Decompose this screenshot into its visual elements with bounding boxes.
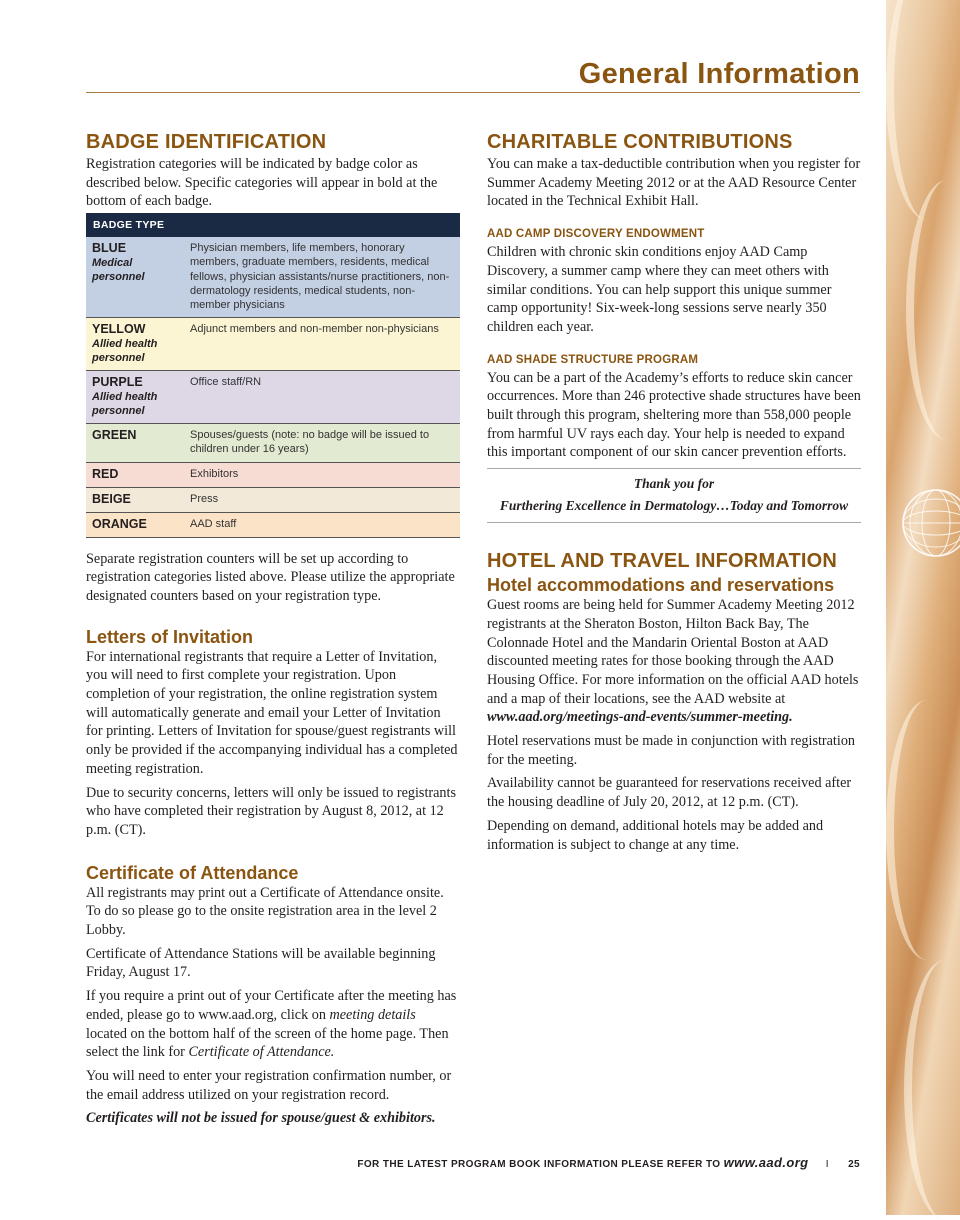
badge-row-blue: [86, 237, 460, 318]
certificate-paragraph-3-b: located on the bottom half of the screen of the home page. Then select the link for: [86, 1025, 449, 1061]
letters-heading: Letters of Invitation: [86, 626, 254, 647]
badge-row-beige: [86, 487, 460, 512]
certificate-notice: Certificates will not be issued for spouse/guest & exhibitors.: [86, 1110, 436, 1127]
certificate-paragraph-4: You will need to enter your registration confirmation number, or the email address utilized on your registration record.: [86, 1068, 452, 1103]
certificate-paragraph-3-a: If you require a print out of your Certificate after the meeting has ended, please go to www.aad.org, click on: [86, 988, 457, 1023]
thanks-line-1: Thank you for: [633, 476, 715, 492]
hotel-paragraph-3: Availability cannot be guaranteed for reservations received after the housing deadline of July 20, 2012, at 12 p.m. (CT).: [487, 775, 852, 811]
badge-category: Medical personnel: [92, 257, 145, 284]
page-number: 25: [848, 1159, 860, 1170]
badge-table-header: BADGE TYPE: [86, 213, 460, 237]
badge-row-orange: [86, 512, 460, 537]
badge-intro: Registration categories will be indicated by badge color as described below. Specific categories will appear in bold at the bottom of each badge.: [86, 156, 438, 210]
charity-heading: CHARITABLE CONTRIBUTIONS: [487, 131, 793, 153]
footer-separator: I: [825, 1159, 829, 1170]
badge-heading: BADGE IDENTIFICATION: [86, 131, 327, 153]
badge-color: BLUE: [92, 241, 127, 256]
page-footer: [357, 1155, 860, 1170]
hotel-paragraph-2: Hotel reservations must be made in conjunction with registration for the meeting.: [487, 733, 856, 768]
badge-description: AAD staff: [190, 517, 237, 530]
badge-color: YELLOW: [92, 322, 146, 337]
thanks-divider-bottom: [487, 522, 861, 523]
aad-summer-meeting-link[interactable]: www.aad.org/meetings-and-events/summer-meeting.: [487, 709, 793, 726]
thanks-divider-top: [487, 468, 861, 469]
hotel-paragraph-1-text: Guest rooms are being held for Summer Academy Meeting 2012 registrants at the Sheraton Boston, Hilton Back Bay, The Colonnade Hotel and the Mandarin Oriental Boston at AAD discounted meeting rates for those booking through the AAD Housing Office. For more information on the official AAD hotels and a map of their locations, see the AAD website at: [487, 597, 859, 707]
badge-description: Exhibitors: [190, 467, 239, 480]
badge-color: RED: [92, 466, 119, 481]
badge-color: PURPLE: [92, 375, 143, 390]
hotel-paragraph-4: Depending on demand, additional hotels may be added and information is subject to change at any time.: [487, 817, 824, 853]
side-tab-label: General Information: [831, 640, 851, 812]
letters-paragraph-1: For international registrants that require a Letter of Invitation, you will need to first complete your registration. Upon completion of your registration, the online registration system will automatically generate and email your Letter of Invitation for printing. Letters of Invitation for spouse/guest registrants will only be provided if the accompanying individual has a completed meeting registration.: [86, 648, 458, 777]
badge-description: Press: [190, 492, 219, 505]
page-title: General Information: [578, 58, 860, 90]
badge-row-yellow: [86, 318, 460, 371]
hotel-heading: HOTEL AND TRAVEL INFORMATION: [487, 550, 838, 573]
badge-row-red: [86, 462, 460, 487]
left-column: [86, 128, 460, 1128]
camp-text: Children with chronic skin conditions enjoy AAD Camp Discovery, a summer camp where they can meet others with similar conditions. You can help support this unique summer camp opportunity! Six-week-long sessions serve nearly 350 children each year.: [487, 244, 832, 335]
globe-icon: [900, 487, 960, 559]
badge-description: Adjunct members and non-member non-physicians: [190, 323, 439, 336]
badge-category: Allied health personnel: [92, 338, 158, 365]
certificate-paragraph-3: [86, 987, 460, 1062]
hotel-subheading: Hotel accommodations and reservations: [487, 575, 835, 596]
badge-after-text: Separate registration counters will be set up according to registration categories listed above. Please utilize the appropriate designated counters based on your registration type.: [86, 550, 455, 604]
certificate-heading: Certificate of Attendance: [86, 862, 299, 883]
badge-category: Allied health personnel: [92, 391, 158, 418]
meeting-details-link[interactable]: meeting details: [329, 1006, 416, 1023]
charity-intro: You can make a tax-deductible contribution when you register for Summer Academy Meeting 2012 or at the AAD Resource Center located in the Technical Exhibit Hall.: [487, 156, 861, 210]
shade-text: You can be a part of the Academy’s efforts to reduce skin cancer occurrences. More than 246 protective shade structures have been built through this program, sheltering more than 558,000 people from harmful UV rays each day. Your help is needed to expand this important component of our skin cancer prevention efforts.: [487, 369, 861, 461]
footer-text: FOR THE LATEST PROGRAM BOOK INFORMATION PLEASE REFER TO: [357, 1159, 721, 1170]
badge-table: [86, 213, 460, 537]
shade-heading: AAD SHADE STRUCTURE PROGRAM: [487, 353, 699, 366]
thanks-line-2: Furthering Excellence in Dermatology…Today and Tomorrow: [499, 498, 849, 514]
decorative-side-band: [886, 0, 960, 1215]
badge-description: Physician members, life members, honorary members, graduate members, residents, medical fellows, physician assistants/nurse practitioners, non-dermatology residents, medical students, non-member physicians: [190, 242, 450, 311]
title-divider: [86, 92, 860, 93]
certificate-paragraph-1: All registrants may print out a Certificate of Attendance onsite. To do so please go to the onsite registration area in the level 2 Lobby.: [86, 884, 444, 939]
badge-color: ORANGE: [92, 516, 147, 531]
badge-description: Spouses/guests (note: no badge will be issued to children under 16 years): [190, 429, 430, 456]
letters-paragraph-2: Due to security concerns, letters will only be issued to registrants who have completed their registration by August 8, 2012, at 12 p.m. (CT).: [86, 784, 456, 838]
camp-heading: AAD CAMP DISCOVERY ENDOWMENT: [487, 228, 705, 241]
badge-row-green: [86, 424, 460, 462]
footer-url-link[interactable]: www.aad.org: [723, 1155, 809, 1170]
certificate-link[interactable]: Certificate of Attendance.: [188, 1044, 335, 1061]
right-column: [487, 128, 861, 854]
hotel-paragraph-1: [487, 596, 861, 727]
certificate-paragraph-2: Certificate of Attendance Stations will be available beginning Friday, August 17.: [86, 945, 436, 981]
badge-color: GREEN: [92, 428, 137, 443]
badge-row-purple: [86, 371, 460, 424]
badge-color: BEIGE: [92, 491, 131, 506]
badge-description: Office staff/RN: [190, 376, 262, 389]
